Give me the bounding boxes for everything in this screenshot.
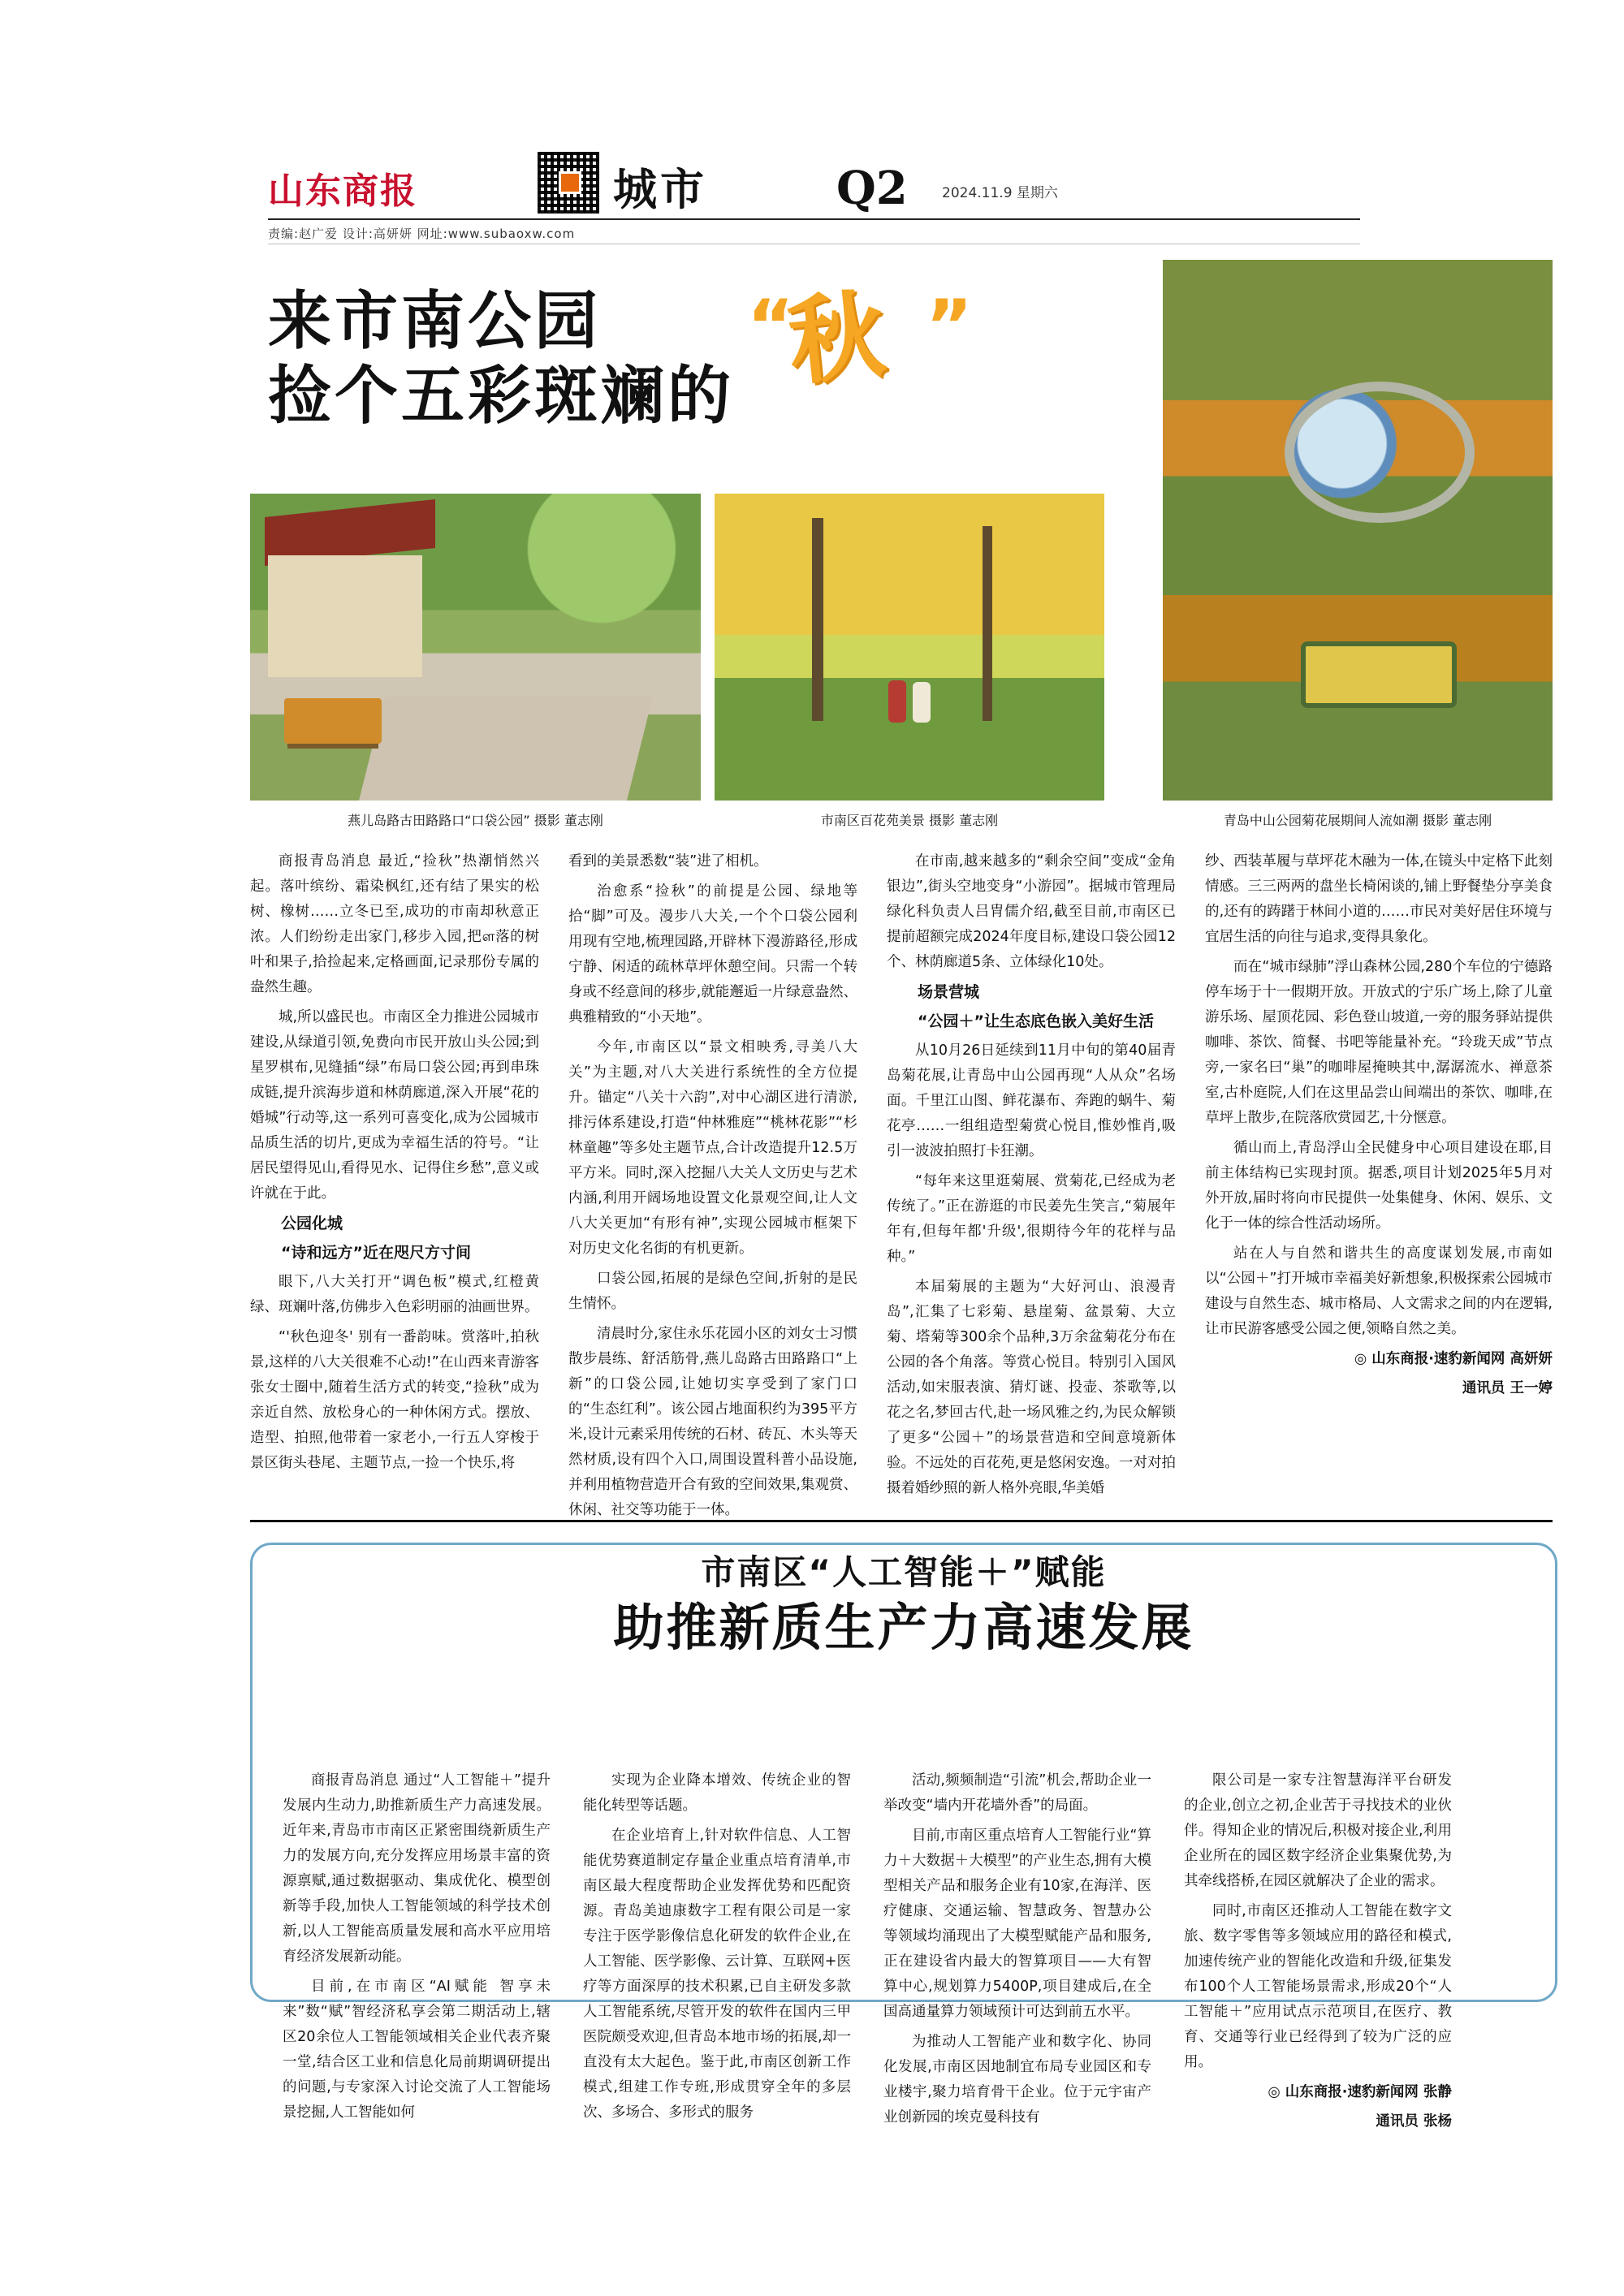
section-subheading: “诗和远方”近在咫尺方寸间 (281, 1244, 471, 1262)
paragraph: 眼下,八大关打开“调色板”模式,红橙黄绿、斑斓叶落,仿佛步入色彩明丽的油画世界。 (250, 1274, 539, 1315)
publish-date: 2024.11.9 星期六 (942, 185, 1058, 201)
paragraph: 商报青岛消息 通过“人工智能＋”提升发展内生动力,助推新质生产力高速发展。近年来,青岛市市南区正紧密围绕新质生产力的发展方向,充分发挥应用场景丰富的资源禀赋,通过数据驱动、集成优化、模型创新等手段,加快人工智能领域的科学技术创新,以人工智能高质量发展和高水平应用培育经济发展新动能。 (283, 1772, 551, 1965)
byline-correspondent: 通讯员 王一婷 (1462, 1380, 1553, 1396)
paragraph: 站在人与自然和谐共生的高度谋划发展,市南如以“公园＋”打开城市幸福美好新想象,积极探索公园城市建设与自然生态、城市格局、人文需求之间的内在逻辑,让市民游客感受公园之便,领略自然之美。 (1205, 1245, 1553, 1337)
paragraph: 城,所以盛民也。市南区全力推进公园城市建设,从绿道引领,免费向市民开放山头公园;到星罗棋布,见缝插“绿”布局口袋公园;再到串珠成链,提升滨海步道和林荫廊道,深入开展“花的婚城”行动等,这一系列可喜变化,成为公园城市品质生活的切片,更成为幸福生活的符号。“让居民望得见山,看得见水、记得住乡愁”,意义或许就在于此。 (250, 1009, 539, 1202)
headline-line-1: 来市南公园 (268, 285, 602, 358)
paragraph: 为推动人工智能产业和数字化、协同化发展,市南区因地制宜布局专业园区和专业楼宇,聚力培育骨干企业。位于元宇宙产业创新园的埃克曼科技有 (883, 2034, 1151, 2126)
paragraph: 在市南,越来越多的“剩余空间”变成“金角银边”,街头空地变身“小游园”。据城市管理局绿化科负责人吕胄儒介绍,截至目前,市南区已提前超额完成2024年度目标,建设口袋公园12个、林荫廊道5条、立体绿化10处。 (887, 853, 1176, 970)
section-heading: 场景营城 (918, 983, 980, 1001)
section-title: 城市 (613, 164, 707, 215)
feature-byline-correspondent: 通讯员 张杨 (1376, 2113, 1452, 2130)
feature-column-2 (583, 1768, 851, 2130)
feature-byline-author: ◎ 山东商报·速豹新闻网 张静 (1268, 2084, 1452, 2100)
headline-accent-character: 秋 (783, 277, 890, 399)
paragraph: 本届菊展的主题为“大好河山、浪漫青岛”,汇集了七彩菊、悬崖菊、盆景菊、大立菊、塔菊等300余个品种,3万余盆菊花分布在公园的各个角落。等赏心悦目。特别引入国风活动,如宋服表演、猜灯谜、投壶、茶歌等,以花之名,梦回古代,赴一场风雅之约,为民众解锁了更多“公园＋”的场景营造和空间意境新体验。不远处的百花苑,更是悠闲安逸。一对对拍摄着婚纱照的新人格外亮眼,华美婚 (887, 1279, 1176, 1496)
paragraph: 同时,市南区还推动人工智能在数字文旅、数字零售等多领域应用的路径和模式,加速传统产业的智能化改造和升级,征集发布100个人工智能场景需求,形成20个“人工智能＋”应用试点示范项目,在医疗、教育、交通等行业已经得到了较为广泛的应用。 (1184, 1903, 1452, 2070)
byline-author: ◎ 山东商报·速豹新闻网 高妍妍 (1354, 1351, 1553, 1367)
paragraph: 口袋公园,拓展的是绿色空间,折射的是民生情怀。 (568, 1271, 857, 1312)
photo-baihuayuan (715, 494, 1104, 801)
headline-line-2: 捡个五彩斑斓的 (268, 360, 735, 434)
paragraph: “'秋色迎冬' 别有一番韵味。赏落叶,拍秋景,这样的八大关很难不心动!”在山西来青游客张女士圈中,随着生活方式的转变,“捡秋”成为亲近自然、放松身心的一种休闲方式。摆放、造型、拍照,他带着一家老小,一行五人穿梭于景区街头巷尾、主题节点,一捡一个快乐,将 (250, 1329, 539, 1471)
paragraph: “每年来这里逛菊展、赏菊花,已经成为老传统了。”正在游逛的市民姜先生笑言,“菊展年年有,但每年都'升级',很期待今年的花样与品种。” (887, 1173, 1176, 1265)
photo-caption-1: 燕儿岛路古田路路口“口袋公园” 摄影 董志刚 (348, 813, 603, 828)
paragraph: 商报青岛消息 最近,“捡秋”热潮悄然兴起。落叶缤纷、霜染枫红,还有结了果实的松树、橡树……立冬已至,成功的市南却秋意正浓。人们纷纷走出家门,移步入园,把ள落的树叶和果子,拾捡起来,定格画面,记录那份专属的盎然生趣。 (250, 853, 539, 995)
paragraph: 纱、西装革履与草坪花木融为一体,在镜头中定格下此刻情感。三三两两的盘坐长椅闲谈的,铺上野餐垫分享美食的,还有的踌躇于林间小道的……市民对美好居住环境与宜居生活的向往与追求,变得具象化。 (1205, 853, 1553, 945)
photo-zhongshan-park (1163, 260, 1553, 801)
article-column-2 (568, 849, 857, 1528)
article-column-3 (887, 849, 1176, 1506)
section-heading: 公园化城 (281, 1215, 343, 1232)
section-divider (250, 1520, 1553, 1522)
section-subheading: “公园＋”让生态底色嵌入美好生活 (918, 1012, 1154, 1030)
feature-title-line-2: 助推新质生产力高速发展 (613, 1598, 1194, 1657)
masthead (268, 150, 1360, 244)
qr-code-icon[interactable] (536, 150, 598, 212)
paragraph: 限公司是一家专注智慧海洋平台研发的企业,创立之初,企业苦于寻找技术的业伙伴。得知企业的情况后,积极对接企业,利用企业所在的园区数字经济企业集聚优势,为其牵线搭桥,在园区就解决了企业的需求。 (1184, 1772, 1452, 1889)
feature-column-1 (283, 1768, 551, 2130)
main-headline (268, 277, 1088, 434)
paragraph: 而在“城市绿肺”浮山森林公园,280个车位的宁德路停车场于十一假期开放。开放式的宁乐广场上,除了儿童游乐场、屋顶花园、彩色登山坡道,一旁的服务驿站提供咖啡、茶饮、简餐、书吧等能量补充。“玲珑天成”节点旁,一家名曰“巢”的咖啡屋掩映其中,潺潺流水、禅意茶室,古朴庭院,人们在这里品尝山间端出的茶饮、咖啡,在草坪上散步,在院落欣赏园艺,十分惬意。 (1205, 959, 1553, 1126)
paragraph: 实现为企业降本增效、传统企业的智能化转型等话题。 (583, 1772, 851, 1814)
paragraph: 今年,市南区以“景文相映秀,寻美八大关”为主题,对八大关进行系统性的全方位提升。锚定“八关十六韵”,对中心湖区进行清淤,排污体系建设,打造“仲林雅庭”“桃林花影”“杉林童趣”等多处主题节点,合计改造提升12.5万平方米。同时,深入挖掘八大关人文历史与艺术内涵,利用开阔场地设置文化景观空间,让人文八大关更加“有形有神”,实现公园城市框架下对历史文化名街的有机更新。 (568, 1039, 857, 1257)
article-column-4 (1205, 849, 1553, 1405)
feature-column-3 (883, 1768, 1151, 2135)
paragraph: 在企业培育上,针对软件信息、人工智能优势赛道制定存量企业重点培育清单,市南区最大程度帮助企业发挥优势和匹配资源。青岛美迪康数字工程有限公司是一家专注于医学影像信息化研发的软件企业,在人工智能、医学影像、云计算、互联网+医疗等方面深厚的技术积累,已自主研发多款人工智能系统,尽管开发的软件在国内三甲医院颇受欢迎,但青岛本地市场的拓展,却一直没有太大起色。鉴于此,市南区创新工作模式,组建工作专班,形成贯穿全年的多层次、多场合、多形式的服务 (583, 1828, 851, 2121)
masthead-rule (268, 218, 1360, 220)
feature-title-line-1: 市南区“人工智能＋”赋能 (701, 1552, 1107, 1592)
paragraph: 治愈系“捡秋”的前提是公园、绿地等拾“脚”可及。漫步八大关,一个个口袋公园利用现有空地,梳理园路,开辟林下漫游路径,形成宁静、闲适的疏林草坪休憩空间。只需一个转身或不经意间的移步,就能邂逅一片绿意盎然、典雅精致的“小天地”。 (568, 883, 857, 1025)
feature-column-4 (1184, 1768, 1452, 2138)
paragraph: 循山而上,青岛浮山全民健身中心项目建设在耶,目前主体结构已实现封顶。据悉,项目计划2025年5月对外开放,届时将向市民提供一处集健身、休闲、娱乐、文化于一体的综合性活动场所。 (1205, 1140, 1553, 1232)
photo-pocket-park (250, 494, 701, 801)
photo-caption-2: 市南区百花苑美景 摄影 董志刚 (820, 813, 999, 828)
paragraph: 从10月26日延续到11月中旬的第40届青岛菊花展,让青岛中山公园再现“人从众”名场面。千里江山图、鲜花瀑布、奔跑的蜗牛、菊花亭……一组组造型菊赏心悦目,惟妙惟肖,吸引一波波拍照打卡狂潮。 (887, 1042, 1176, 1159)
page-code: Q2 (836, 162, 908, 215)
headline-quote-left: “ (747, 284, 794, 368)
photo-caption-3: 青岛中山公园菊花展期间人流如潮 摄影 董志刚 (1223, 813, 1492, 828)
newspaper-logo: 山东商报 (268, 170, 417, 212)
paragraph: 清晨时分,家住永乐花园小区的刘女士习惯散步晨练、舒活筋骨,燕儿岛路古田路路口“上新”的口袋公园,让她切实享受到了家门口的“生态红利”。该公园占地面积约为395平方米,设计元素采用传统的石材、砖瓦、木头等天然材质,设有四个入口,周围设置科普小品设施,并利用植物营造开合有致的空间效果,集观赏、休闲、社交等功能于一体。 (568, 1326, 857, 1518)
paragraph: 目前,市南区重点培育人工智能行业“算力＋大数据＋大模型”的产业生态,拥有大模型相关产品和服务企业有10家,在海洋、医疗健康、交通运输、智慧政务、智慧办公等领域均涌现出了大模型赋能产品和服务,正在建设省内最大的智算项目——大有智算中心,规划算力5400P,项目建成后,在全国高通量算力领域预计可达到前五水平。 (883, 1828, 1151, 2020)
article-column-1 (250, 849, 539, 1481)
headline-quote-right: ” (926, 284, 973, 368)
paragraph: 目前,在市南区“AI赋能 智享未来”数“赋”智经济私享会第二期活动上,辖区20余位人工智能领域相关企业代表齐聚一堂,结合区工业和信息化局前期调研提出的问题,与专家深入讨论交流了人工智能场景挖掘,人工智能如何 (283, 1979, 551, 2121)
paragraph: 活动,频频制造“引流”机会,帮助企业一举改变“墙内开花墙外香”的局面。 (883, 1772, 1151, 1814)
editor-credit: 责编:赵广爱 设计:高妍妍 网址:www.subaoxw.com (268, 227, 576, 241)
paragraph: 看到的美景悉数“装”进了相机。 (568, 853, 768, 870)
